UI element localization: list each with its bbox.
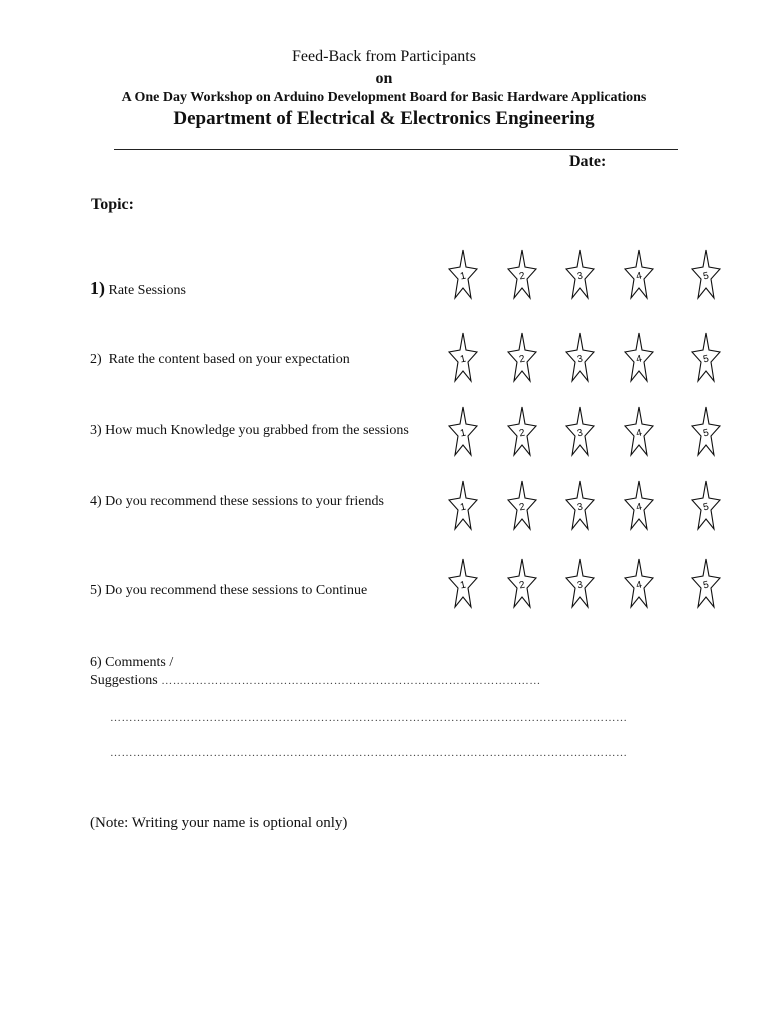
question-2 (90, 352, 350, 368)
rating-star-icon[interactable] (625, 407, 653, 457)
rating-star-icon[interactable] (508, 407, 536, 457)
star-number-label: 1 (459, 270, 467, 283)
rating-star-icon[interactable] (692, 407, 720, 457)
star-number-label: 1 (459, 353, 467, 366)
rating-star-icon[interactable] (449, 250, 477, 300)
suggestions-label: Suggestions (90, 673, 158, 688)
question-text: How much Knowledge you grabbed from the sessions (105, 423, 409, 438)
star-number-label: 3 (576, 353, 584, 366)
star-number-label: 4 (635, 501, 643, 514)
note-text: (Note: Writing your name is optional only) (90, 815, 348, 831)
star-number-label: 1 (459, 579, 467, 592)
header-divider (114, 149, 678, 150)
rating-star-icon[interactable] (508, 481, 536, 531)
question-3 (90, 423, 409, 439)
star-number-label: 3 (576, 579, 584, 592)
star-number-label: 2 (518, 270, 526, 283)
rating-star-icon[interactable] (566, 250, 594, 300)
star-number-label: 3 (576, 427, 584, 440)
rating-star-icon[interactable] (449, 481, 477, 531)
rating-star-icon[interactable] (508, 559, 536, 609)
star-number-label: 2 (518, 427, 526, 440)
star-number-label: 3 (576, 270, 584, 283)
star-number-label: 5 (702, 427, 710, 440)
rating-star-icon[interactable] (449, 559, 477, 609)
question-text: Do you recommend these sessions to your friends (105, 494, 384, 509)
star-number-label: 5 (702, 270, 710, 283)
comment-line-1[interactable]: ……………………………………………………………………………………… (161, 675, 541, 687)
star-number-label: 4 (635, 270, 643, 283)
star-number-label: 2 (518, 501, 526, 514)
rating-star-icon[interactable] (692, 559, 720, 609)
form-title-on: on (375, 70, 393, 87)
question-5 (90, 583, 367, 599)
form-title: Feed-Back from Participants (292, 48, 476, 65)
date-label: Date: (569, 153, 607, 170)
question-1 (90, 278, 186, 299)
question-number: 2) (90, 352, 102, 367)
question-text: Rate Sessions (108, 283, 186, 298)
star-number-label: 2 (518, 579, 526, 592)
question-number: 3) (90, 423, 102, 438)
star-number-label: 1 (459, 427, 467, 440)
rating-star-icon[interactable] (625, 559, 653, 609)
comments-label: 6) Comments / (90, 655, 174, 670)
suggestions-row (90, 673, 541, 689)
comment-line-3[interactable]: ……………………………………………………………………………………………………………………… (110, 747, 628, 759)
question-number: 1) (90, 278, 105, 298)
question-number: 5) (90, 583, 102, 598)
rating-star-icon[interactable] (692, 481, 720, 531)
rating-star-icon[interactable] (625, 250, 653, 300)
rating-star-icon[interactable] (566, 481, 594, 531)
department-title: Department of Electrical & Electronics Engineering (173, 108, 595, 129)
question-text: Do you recommend these sessions to Continue (105, 583, 368, 598)
rating-star-icon[interactable] (508, 250, 536, 300)
star-number-label: 5 (702, 353, 710, 366)
rating-star-icon[interactable] (625, 333, 653, 383)
rating-star-icon[interactable] (566, 407, 594, 457)
workshop-title: A One Day Workshop on Arduino Development Board for Basic Hardware Applications (121, 90, 647, 105)
question-number: 4) (90, 494, 102, 509)
topic-label: Topic: (91, 196, 134, 213)
star-number-label: 5 (702, 579, 710, 592)
star-number-label: 1 (459, 501, 467, 514)
rating-star-icon[interactable] (692, 333, 720, 383)
rating-star-icon[interactable] (508, 333, 536, 383)
star-number-label: 4 (635, 579, 643, 592)
rating-star-icon[interactable] (625, 481, 653, 531)
question-text: Rate the content based on your expectation (108, 352, 350, 367)
comment-line-2[interactable]: ……………………………………………………………………………………………………………………… (110, 712, 628, 724)
star-number-label: 4 (635, 353, 643, 366)
star-number-label: 4 (635, 427, 643, 440)
rating-star-icon[interactable] (449, 407, 477, 457)
rating-star-icon[interactable] (449, 333, 477, 383)
rating-star-icon[interactable] (566, 333, 594, 383)
star-number-label: 3 (576, 501, 584, 514)
star-number-label: 2 (518, 353, 526, 366)
question-4 (90, 494, 384, 510)
rating-star-icon[interactable] (692, 250, 720, 300)
rating-star-icon[interactable] (566, 559, 594, 609)
star-number-label: 5 (702, 501, 710, 514)
